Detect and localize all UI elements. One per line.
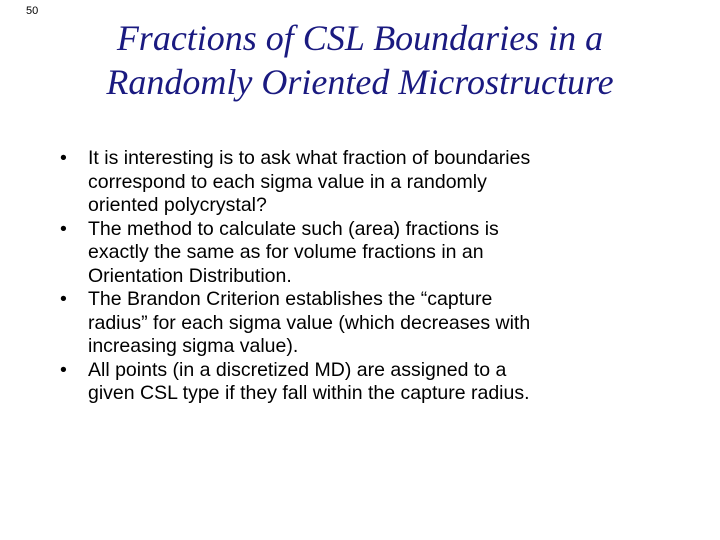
bullet-list bbox=[60, 147, 680, 406]
bullet-item-1 bbox=[60, 147, 680, 218]
bullet-line: correspond to each sigma value in a randomly bbox=[88, 170, 487, 193]
bullet-text bbox=[88, 359, 680, 406]
bullet-line: It is interesting is to ask what fraction of boundaries bbox=[88, 147, 531, 169]
slide-number: 50 bbox=[26, 5, 39, 17]
bullet-icon: • bbox=[60, 147, 67, 169]
slide-title bbox=[60, 16, 660, 104]
bullet-item-3 bbox=[60, 288, 680, 359]
bullet-line: Orientation Distribution. bbox=[88, 264, 292, 287]
bullet-icon: • bbox=[60, 217, 67, 240]
bullet-item-2 bbox=[60, 218, 680, 289]
bullet-text bbox=[88, 218, 680, 289]
bullet-line: given CSL type if they fall within the capture radius. bbox=[88, 382, 530, 404]
bullet-line: The Brandon Criterion establishes the “capture bbox=[88, 288, 493, 310]
title-line-1: Fractions of CSL Boundaries in a bbox=[116, 18, 604, 58]
bullet-line: radius” for each sigma value (which decreases with bbox=[88, 311, 531, 334]
title-line-2: Randomly Oriented Microstructure bbox=[106, 62, 614, 102]
bullet-icon: • bbox=[60, 358, 67, 381]
bullet-item-4 bbox=[60, 359, 680, 406]
bullet-line: increasing sigma value). bbox=[88, 335, 299, 357]
bullet-icon: • bbox=[60, 288, 67, 310]
bullet-line: oriented polycrystal? bbox=[88, 194, 267, 216]
bullet-line: exactly the same as for volume fractions in an bbox=[88, 241, 484, 263]
bullet-text bbox=[88, 147, 680, 218]
bullet-line: All points (in a discretized MD) are assigned to a bbox=[88, 358, 507, 381]
bullet-line: The method to calculate such (area) fractions is bbox=[88, 217, 499, 240]
bullet-text bbox=[88, 288, 680, 359]
